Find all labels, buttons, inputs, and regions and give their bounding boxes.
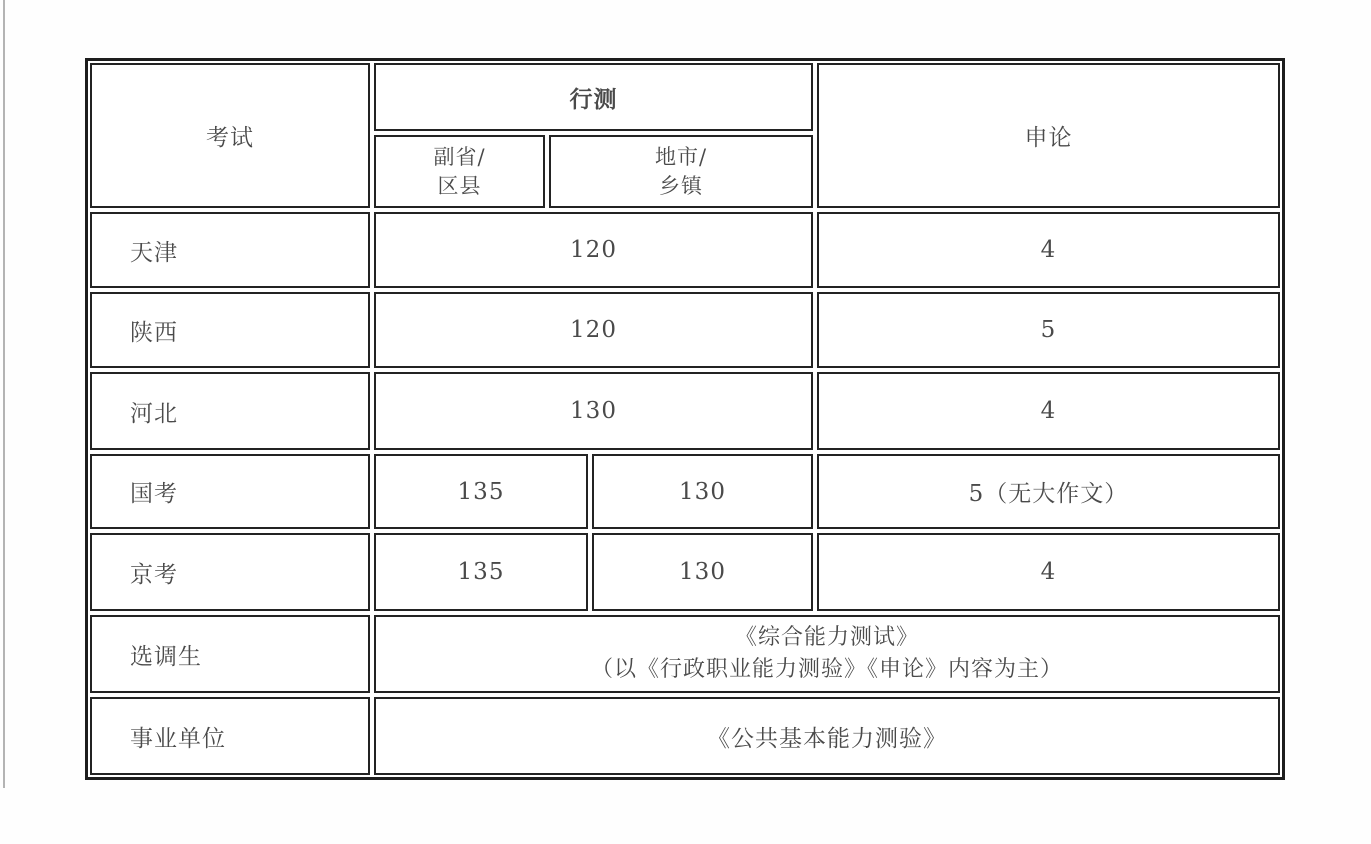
guokao-label-text: 国考 [130, 481, 178, 507]
xuandiaosheng-line1: 《综合能力测试》 [734, 625, 919, 651]
tianjin-xingce-text: 120 [570, 237, 617, 263]
page-left-edge-line [3, 0, 5, 788]
row-hebei-xingce-value [374, 372, 813, 450]
row-shiye-content [374, 697, 1280, 775]
hebei-xingce-text: 130 [570, 398, 617, 424]
jingkao-dishi-text: 130 [679, 559, 726, 585]
fusheng-line1: 副省/ [433, 145, 486, 170]
jingkao-fusheng-text: 135 [457, 559, 505, 585]
tianjin-shenlun-text: 4 [1040, 237, 1057, 263]
row-shaanxi-label [90, 292, 370, 368]
header-shenlun-label: 申论 [1024, 125, 1073, 151]
row-xuandiaosheng-label [90, 615, 370, 693]
header-xingce-label: 行测 [569, 85, 618, 113]
header-shenlun-cell [817, 63, 1280, 208]
shiye-content-text: 《公共基本能力测验》 [707, 725, 947, 752]
row-jingkao-label [90, 533, 370, 611]
guokao-shenlun-text: 5（无大作文） [968, 481, 1129, 507]
jingkao-label-text: 京考 [130, 561, 178, 588]
header-dishi-label [655, 143, 707, 200]
row-shaanxi-xingce-value [374, 292, 813, 368]
guokao-dishi-text: 130 [679, 478, 726, 505]
jingkao-shenlun-text: 4 [1040, 559, 1057, 585]
row-shiye-label [90, 697, 370, 775]
row-tianjin-label [90, 212, 370, 288]
row-xuandiaosheng-content [374, 615, 1280, 693]
row-tianjin-xingce-value [374, 212, 813, 288]
row-guokao-fusheng-value [374, 454, 588, 529]
fusheng-line2: 区县 [437, 173, 482, 198]
shiye-label-text: 事业单位 [130, 725, 226, 752]
tianjin-label-text: 天津 [130, 239, 178, 266]
row-jingkao-dishi-value [592, 533, 813, 611]
shaanxi-shenlun-text: 5 [1040, 317, 1057, 343]
header-xingce-cell [374, 63, 813, 131]
row-hebei-label [90, 372, 370, 450]
xuandiaosheng-label-text: 选调生 [130, 643, 202, 670]
header-exam-label: 考试 [206, 125, 254, 151]
row-tianjin-shenlun-value [817, 212, 1280, 288]
xuandiaosheng-content-text [591, 622, 1063, 686]
row-jingkao-shenlun-value [817, 533, 1280, 611]
row-guokao-shenlun-value [817, 454, 1280, 529]
header-exam-cell [90, 63, 370, 208]
header-fusheng-label [433, 143, 485, 200]
hebei-label-text: 河北 [130, 400, 178, 427]
header-dishi-cell [549, 135, 813, 208]
guokao-fusheng-text: 135 [457, 478, 505, 505]
exam-table [85, 58, 1285, 780]
row-hebei-shenlun-value [817, 372, 1280, 450]
row-guokao-dishi-value [592, 454, 813, 529]
dishi-line1: 地市/ [654, 145, 708, 170]
shaanxi-label-text: 陕西 [130, 319, 178, 346]
hebei-shenlun-text: 4 [1040, 398, 1057, 424]
row-guokao-label [90, 454, 370, 529]
shaanxi-xingce-text: 120 [570, 317, 617, 343]
xuandiaosheng-line2: （以《行政职业能力测验》《申论》内容为主） [590, 657, 1063, 682]
dishi-line2: 乡镇 [658, 173, 703, 198]
header-fusheng-cell [374, 135, 545, 208]
row-shaanxi-shenlun-value [817, 292, 1280, 368]
row-jingkao-fusheng-value [374, 533, 588, 611]
